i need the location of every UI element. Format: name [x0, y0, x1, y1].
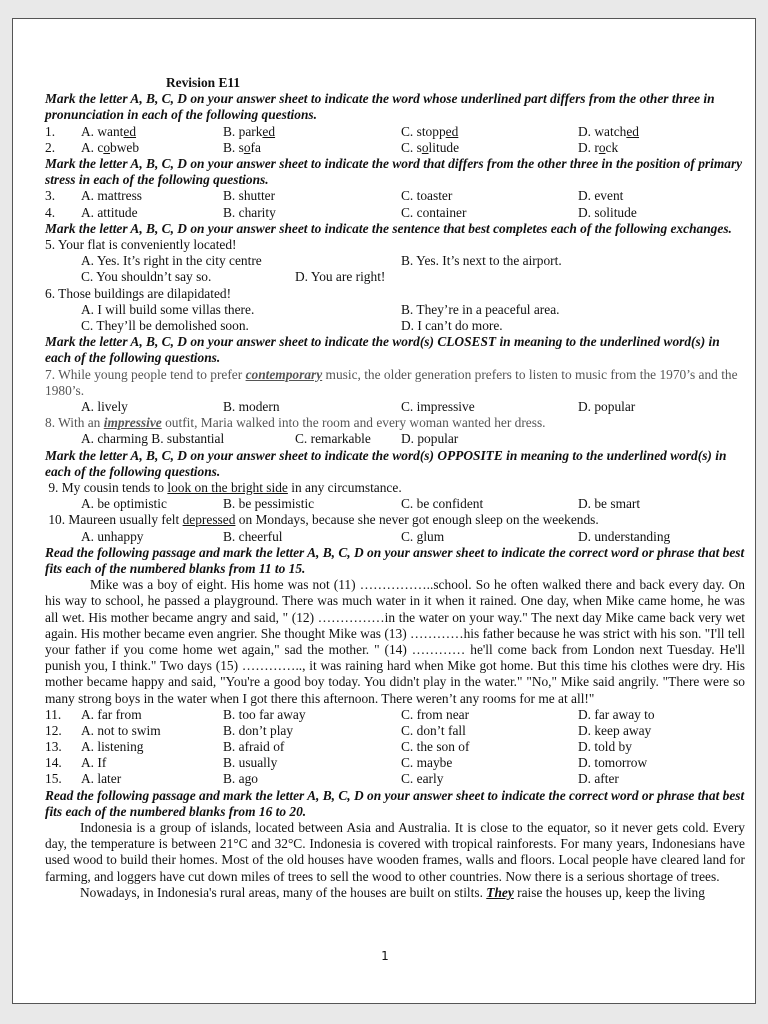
option-c: C. early	[401, 771, 444, 787]
question-12	[45, 723, 745, 739]
option-d: D. keep away	[578, 722, 652, 738]
option-a: A. lively	[81, 398, 128, 414]
option-a: A. later	[81, 771, 122, 787]
instruction-passage-1: Read the following passage and mark the letter A, B, C, D on your answer sheet to indicate the correct word or phrase that best fits each of the numbered blanks from 11 to 15.	[45, 544, 745, 576]
question-5-options-ab	[45, 253, 745, 269]
option-b: B. shutter	[223, 188, 276, 204]
option-b: B. be pessimistic	[223, 496, 315, 512]
question-number: 12.	[45, 722, 62, 738]
option-a: A. be optimistic	[81, 496, 167, 512]
option-b: B. don’t play	[223, 722, 294, 738]
option-a: A. attitude	[81, 204, 138, 220]
option-d: D. be smart	[578, 496, 641, 512]
passage-2-paragraph-2: Nowadays, in Indonesia's rural areas, many of the houses are built on stilts. They raise the houses up, keep the living	[80, 884, 705, 900]
question-9-options	[45, 496, 745, 512]
question-number: 14.	[45, 755, 62, 771]
option-a: A. mattress	[81, 188, 142, 204]
option-b: B. sofa	[223, 139, 261, 155]
option-c: C. toaster	[401, 188, 453, 204]
question-3	[45, 188, 745, 204]
option-a-b: A. charming B. substantial	[81, 431, 225, 447]
option-c: C. maybe	[401, 755, 453, 771]
option-c: C. remarkable	[295, 431, 371, 447]
question-number: 13.	[45, 739, 62, 755]
passage-1-text: Mike was a boy of eight. His home was not (11) ……………..school. So he often walked there and back every day. On his way to school, he passed a playground. There was much water in it when it rained. One day, when Mike came home, he was all wet. His mother became angry and said, " (12) ……………in the water on your way." The next day Mike came back very wet again. His mother became even angrier. She thought Mike was (13) …………his father because he was strict with his son. "I'll tell your father if you come home wet again," sad the mother. " (14) ………… he'll come back from London next Tuesday. He'll punish you, I think." Two days (15) ………….., it was raining hard when Mike got home. But this time his clothes were dry. His mother became happy and said, "You're a good boy today. You didn't play in the water." "No," Mike said angrily. "There were so many strong boys in the water when I got there this afternoon. There weren’t any rooms for me at all!"	[45, 577, 745, 706]
question-13	[45, 739, 745, 755]
option-d: D. popular	[578, 398, 636, 414]
question-5-stem: 5. Your flat is conveniently located!	[45, 236, 237, 252]
option-c: C. container	[401, 204, 467, 220]
instruction-closest: Mark the letter A, B, C, D on your answer sheet to indicate the word(s) CLOSEST in meaning to the underlined word(s) in each of the following questions.	[45, 334, 720, 366]
question-10-stem: 10. Maureen usually felt depressed on Mondays, because she never got enough sleep on the weekends.	[45, 512, 599, 528]
instruction-passage-2: Read the following passage and mark the letter A, B, C, D on your answer sheet to indicate the correct word or phrase that best fits each of the numbered blanks from 16 to 20.	[45, 787, 745, 819]
question-7-stem: 7. While young people tend to prefer contemporary music, the older generation prefers to listen to music from the 1970’s and the 1980’s.	[45, 366, 738, 398]
option-a: A. listening	[81, 739, 144, 755]
option-d: D. understanding	[578, 528, 671, 544]
instruction-exchanges: Mark the letter A, B, C, D on your answer sheet to indicate the sentence that best completes each of the following exchanges.	[45, 220, 732, 236]
question-8-options	[45, 431, 745, 447]
option-d: D. far away to	[578, 706, 655, 722]
question-11	[45, 707, 745, 723]
document-page	[12, 18, 756, 1004]
question-number: 2.	[45, 139, 56, 155]
option-a: A. wanted	[81, 123, 137, 139]
option-c: C. solitude	[401, 139, 460, 155]
option-b: B. modern	[223, 398, 280, 414]
option-d: D. popular	[401, 431, 459, 447]
question-number: 1.	[45, 123, 56, 139]
option-d: D. tomorrow	[578, 755, 648, 771]
question-number: 3.	[45, 188, 56, 204]
question-6-options-cd	[45, 318, 745, 334]
underlined-phrase: look on the bright side	[167, 479, 288, 495]
option-c: C. They’ll be demolished soon.	[81, 317, 249, 333]
option-c: C. from near	[401, 706, 470, 722]
underlined-word: They	[486, 884, 514, 900]
option-b: B. parked	[223, 123, 276, 139]
instruction-opposite: Mark the letter A, B, C, D on your answer sheet to indicate the word(s) OPPOSITE in meaning to the underlined word(s) in each of the following questions.	[45, 447, 727, 479]
option-b: B. too far away	[223, 706, 306, 722]
option-b: B. ago	[223, 771, 258, 787]
question-5-options-cd	[45, 269, 745, 285]
option-c: C. stopped	[401, 123, 459, 139]
question-number: 15.	[45, 771, 62, 787]
option-b: B. cheerful	[223, 528, 283, 544]
question-6-stem: 6. Those buildings are dilapidated!	[45, 285, 232, 301]
question-9-stem: 9. My cousin tends to look on the bright side in any circumstance.	[45, 479, 402, 495]
question-8-stem: 8. With an impressive outfit, Maria walked into the room and every woman wanted her dress.	[45, 415, 546, 431]
option-a: A. If	[81, 755, 107, 771]
passage-2-paragraph-1: Indonesia is a group of islands, located between Asia and Australia. It is close to the equator, so it never gets cold. Every day, the temperature is between 21°C and 32°C. Indonesia is covered with tropical rainforests. For many years, Indonesians have used wood to build their homes. Most of the old houses have wooden frames, walls and floors. Local people have cleared land for farming, and loggers have cut down miles of trees to sell the wood to other countries. Now there is a serious shortage of trees.	[45, 820, 745, 884]
option-a: A. unhappy	[81, 528, 144, 544]
instruction-stress: Mark the letter A, B, C, D on your answer sheet to indicate the word that differs from the other three in the position of primary stress in each of the following questions.	[45, 155, 743, 188]
page-number: 1	[381, 949, 389, 963]
question-15	[45, 771, 745, 787]
option-a: A. cobweb	[81, 139, 140, 155]
option-d: D. You are right!	[295, 269, 386, 285]
option-b: B. afraid of	[223, 739, 285, 755]
option-c: C. don’t fall	[401, 722, 466, 738]
question-14	[45, 755, 745, 771]
question-number: 4.	[45, 204, 56, 220]
option-d: D. told by	[578, 739, 632, 755]
option-b: B. usually	[223, 755, 278, 771]
underlined-word: contemporary	[245, 366, 323, 382]
option-d: D. solitude	[578, 204, 637, 220]
document-title: Revision E11	[166, 75, 241, 90]
option-d: D. event	[578, 188, 624, 204]
option-a: A. far from	[81, 706, 142, 722]
option-c: C. You shouldn’t say so.	[81, 269, 212, 285]
option-d: D. after	[578, 771, 619, 787]
question-2	[45, 140, 745, 156]
question-4	[45, 205, 745, 221]
option-b: B. charity	[223, 204, 276, 220]
underlined-word: impressive	[103, 415, 162, 431]
underlined-word: depressed	[182, 512, 236, 528]
instruction-pronunciation: Mark the letter A, B, C, D on your answer sheet to indicate the word whose underlined part differs from the other three in pronunciation in each of the following questions.	[45, 91, 715, 123]
option-c: C. the son of	[401, 739, 470, 755]
question-7-options	[45, 399, 745, 415]
document-content	[45, 75, 745, 901]
option-d: D. rock	[578, 139, 619, 155]
option-b: B. They’re in a peaceful area.	[401, 301, 560, 317]
option-c: C. be confident	[401, 496, 484, 512]
option-b: B. Yes. It’s next to the airport.	[401, 253, 562, 269]
question-number: 11.	[45, 706, 62, 722]
option-c: C. impressive	[401, 398, 475, 414]
option-a: A. Yes. It’s right in the city centre	[81, 253, 262, 269]
question-6-options-ab	[45, 302, 745, 318]
question-1	[45, 124, 745, 140]
option-d: D. I can’t do more.	[401, 317, 503, 333]
option-a: A. not to swim	[81, 722, 161, 738]
option-d: D. watched	[578, 123, 639, 139]
option-c: C. glum	[401, 528, 445, 544]
option-a: A. I will build some villas there.	[81, 301, 255, 317]
question-10-options	[45, 529, 745, 545]
